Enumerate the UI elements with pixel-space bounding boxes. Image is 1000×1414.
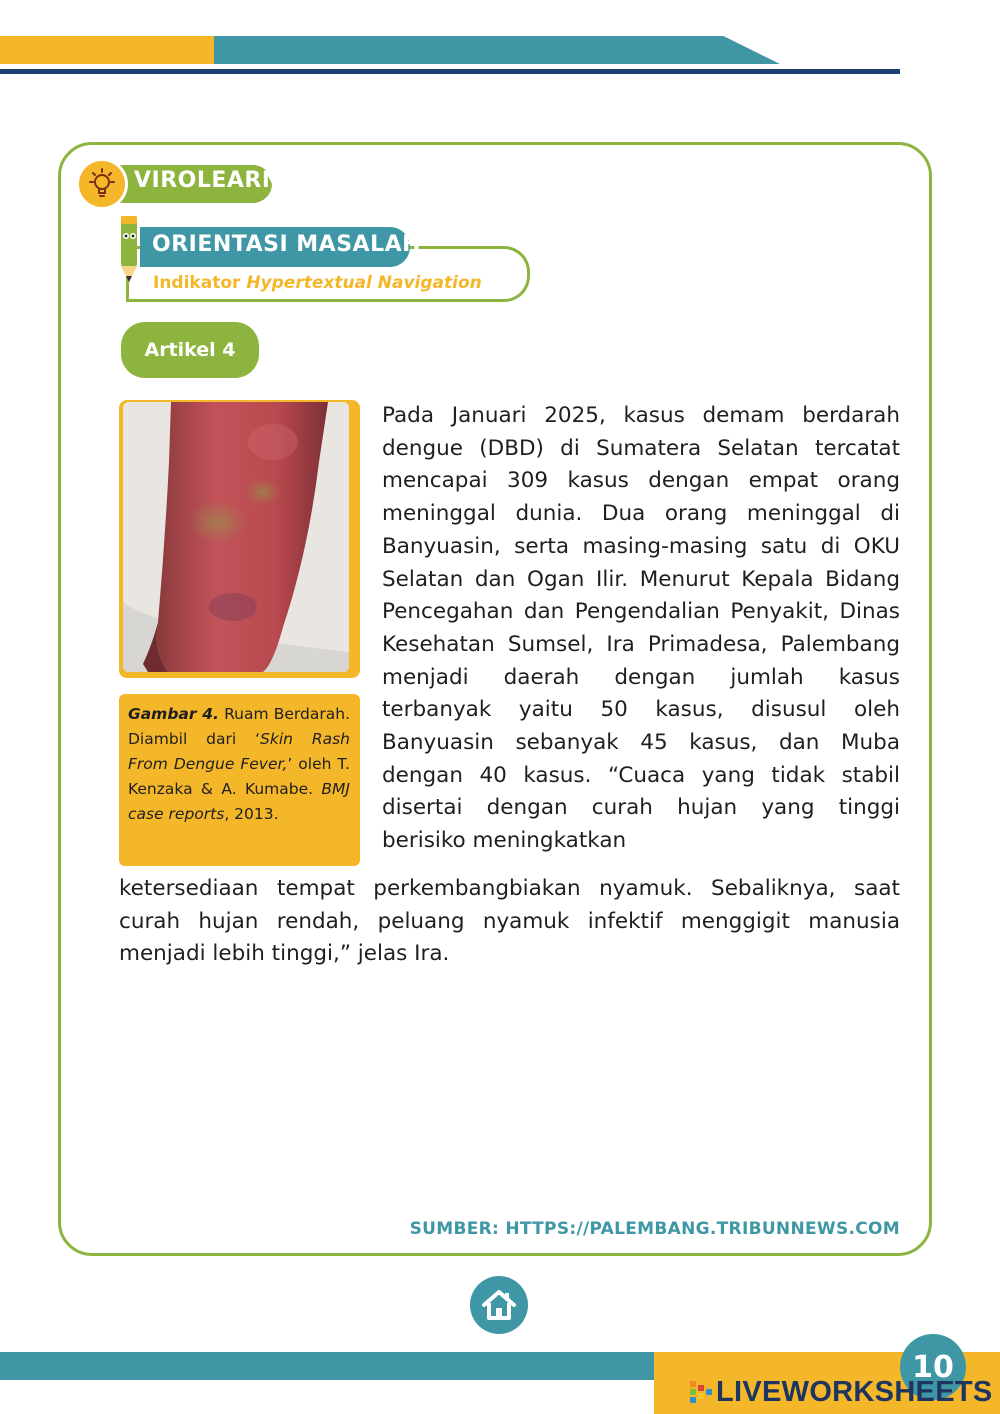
- section-title: ORIENTASI MASALAH: [152, 232, 422, 257]
- figure-frame: [119, 400, 360, 678]
- skin-rash-photo: [123, 402, 349, 672]
- top-bar-teal: [214, 36, 780, 64]
- page-number: 10: [900, 1334, 966, 1400]
- bottom-bar-teal: [0, 1352, 660, 1380]
- top-bar-navy-line: [0, 69, 900, 74]
- article-paragraph-right: Pada Januari 2025, kasus demam berdarah dengue (DBD) di Sumatera Selatan tercatat mencapai 309 kasus dengan empat orang meninggal dunia. Dua orang meninggal di Banyuasin, serta masing-masing satu di OKU Selatan dan Ogan Ilir. Menurut Kepala Bidang Pencegahan dan Pengendalian Penyakit, Dinas Kesehatan Sumsel, Ira Primadesa, Palembang menjadi daerah dengan jumlah kasus terbanyak yaitu 50 kasus, disusul oleh Banyuasin sebanyak 45 kasus, dan Muba dengan 40 kasus. “Cuaca yang tidak stabil disertai dengan curah hujan yang tinggi berisiko meningkatkan: [382, 403, 900, 854]
- section-header-outline-cap: [126, 299, 156, 302]
- source-link[interactable]: SUMBER: HTTPS://PALEMBANG.TRIBUNNEWS.COM: [409, 1219, 900, 1239]
- liveworksheets-logo-icon: [690, 1379, 712, 1405]
- article-paragraph-bottom: ketersediaan tempat perkembangbiakan nyamuk. Sebaliknya, saat curah hujan rendah, peluang nyamuk infektif menggigit manusia menjadi lebih tinggi,” jelas Ira.: [119, 876, 900, 967]
- pencil-icon: [118, 212, 140, 284]
- virolearn-label: VIROLEARN: [134, 168, 281, 193]
- home-button[interactable]: [470, 1276, 528, 1334]
- liveworksheets-text: LIVEWORKSHEETS: [716, 1375, 993, 1408]
- indicator-label: Indikator Hypertextual Navigation: [153, 273, 482, 293]
- figure-caption-box: [119, 694, 360, 866]
- lightbulb-icon: [76, 158, 128, 210]
- figure-caption: Gambar 4. Ruam Berdarah. Diambil dari ‘Skin Rash From Dengue Fever,’ oleh T. Kenzaka & A. Kumabe. BMJ case reports, 2013.: [128, 705, 350, 823]
- home-icon: [478, 1284, 520, 1326]
- liveworksheets-watermark: [690, 1372, 993, 1412]
- top-bar-yellow: [0, 36, 220, 64]
- article-label: Artikel 4: [121, 322, 259, 378]
